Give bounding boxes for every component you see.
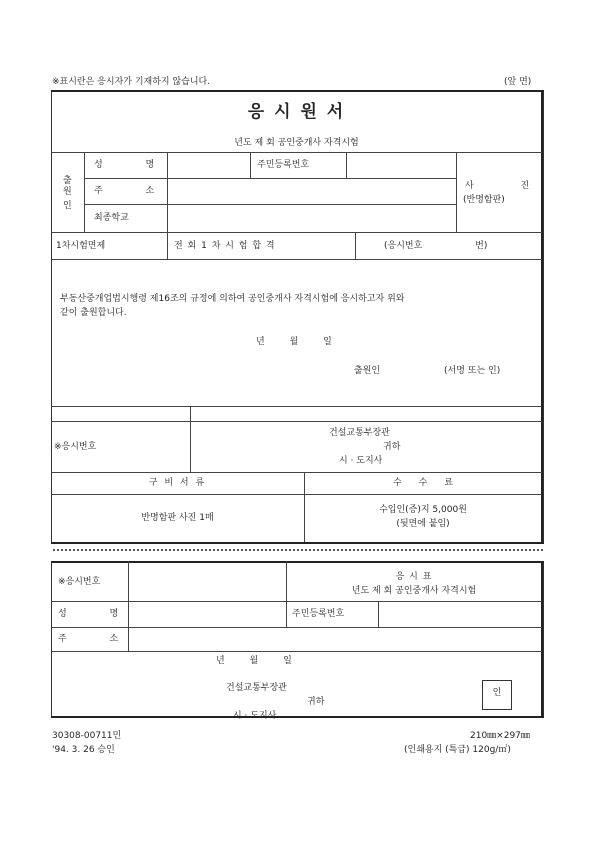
date-line: 년 월 일 [256,337,332,347]
exam-number-label: ※응시번호 [54,442,97,452]
exam-number-note: (응시번호 번) [384,241,488,251]
exemption-value: 전 회 1 차 시 험 합 격 [174,241,276,251]
ticket-title: 응 시 표 [395,572,433,582]
applicant-label-3: 인 [63,201,72,211]
page-side-label: (앞 면) [504,77,532,87]
ticket-subtitle: 년도 제 회 공인중개사 자격시험 [351,586,477,596]
fee-header: 수 수 료 [393,478,453,488]
ticket-address-label: 주 소 [58,634,119,644]
footer-approval: '94. 3. 26 승인 [52,745,115,755]
name-label: 성 명 [94,160,155,170]
ticket-name-label: 성 명 [58,609,119,619]
ticket-date-line: 년 월 일 [216,656,292,666]
applicant-label-1: 출 [63,176,72,186]
seal-label: 인 [492,688,502,698]
form-title: 응 시 원 서 [247,102,346,122]
ticket-governor: 시 · 도지사 [233,711,277,721]
photo-label: 사 진 [465,181,530,191]
recipient-minister: 건설교통부장관 [329,428,390,438]
ticket-honorific: 귀하 [307,697,325,707]
declaration-line-1: 부동산중개업법시행령 제16조의 규정에 의하여 공인중개사 자격시험에 응시하고자 위와 [60,294,405,304]
footer-code: 30308-00711민 [52,731,122,741]
photo-note: (반명함판) [463,195,505,205]
resident-number-label: 주민등록번호 [257,160,310,170]
recipient-honorific: 귀하 [383,442,401,452]
ticket-minister: 건설교통부장관 [226,683,287,693]
documents-value: 반명함판 사진 1매 [141,513,214,523]
declaration-line-2: 같이 출원합니다. [60,308,127,318]
ticket-resident-label: 주민등록번호 [292,609,345,619]
sign-note: (서명 또는 인) [444,366,501,376]
fee-line-1: 수입인(증)지 5,000원 [379,505,467,515]
address-label: 주 소 [94,186,155,196]
applicant-sign-label: 출원인 [354,366,381,376]
footer-paper: (인쇄용지 (특급) 120g/㎡) [404,745,511,755]
address-field[interactable] [168,179,455,203]
documents-header: 구 비 서 류 [148,478,207,488]
exemption-label: 1차시험면제 [56,241,106,251]
exam-ticket [51,561,544,718]
education-field[interactable] [168,205,455,231]
footer-size: 210㎜×297㎜ [470,731,530,741]
education-label: 최종학교 [94,213,129,223]
top-note: ※표시란은 응시자가 기재하지 않습니다. [52,77,211,87]
fee-line-2: (뒷면에 붙임) [396,519,450,529]
applicant-label-2: 원 [63,187,72,197]
form-subtitle: 년도 제 회 공인중개사 자격시험 [234,138,359,148]
cut-line [53,549,543,551]
name-field[interactable] [168,153,249,177]
ticket-exam-number-label: ※응시번호 [58,577,101,587]
recipient-governor: 시 · 도지사 [339,456,383,466]
resident-number-field[interactable] [347,153,455,177]
